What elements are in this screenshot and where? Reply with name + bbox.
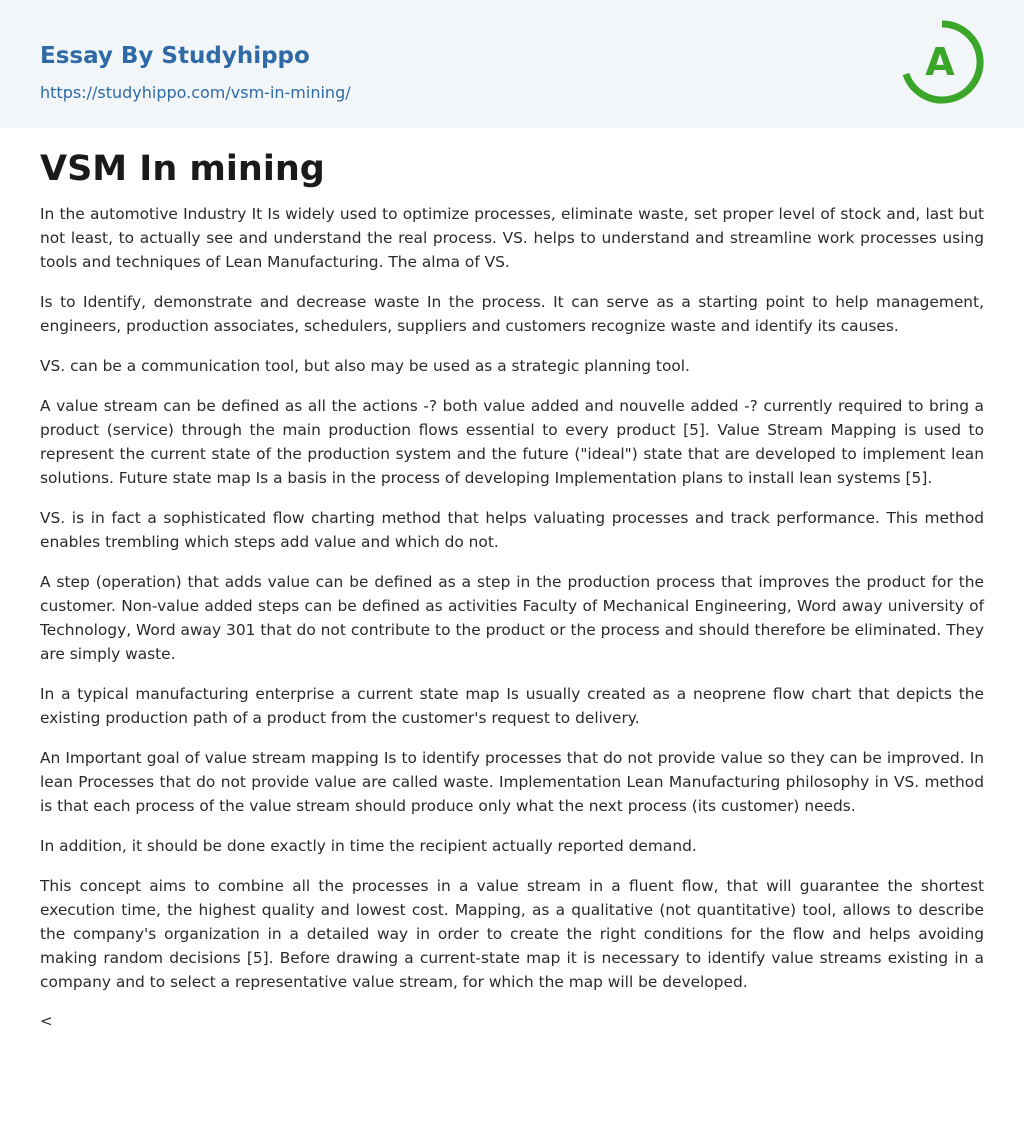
paragraph: A step (operation) that adds value can be defined as a step in the production process that improves the product for the customer. Non-value added steps can be defined as activities Faculty of Mechanical Engineering, Word away university of Technology, Word away 301 that do not contribute to the product or the process and should therefore be eliminated. They are simply waste. [40,573,984,663]
previous-page-link[interactable]: < [40,1012,53,1030]
paragraph: VS. can be a communication tool, but also may be used as a strategic planning tool. [40,357,690,375]
paragraph: In a typical manufacturing enterprise a current state map Is usually created as a neoprene flow chart that depicts the existing production path of a product from the customer's request to delivery. [40,685,984,727]
logo-letter: A [925,40,955,84]
page-url-link[interactable]: https://studyhippo.com/vsm-in-mining/ [40,83,351,102]
paragraph: This concept aims to combine all the processes in a value stream in a fluent flow, that will guarantee the shortest execution time, the highest quality and lowest cost. Mapping, as a qualitative (not quantitative) tool, allows to describe the company's organization in a detailed way in order to create the right conditions for the flow and helps avoiding making random decisions [5]. Before drawing a current-state map it is necessary to identify value streams existing in a company and to select a representative value stream, for which the map will be developed. [40,877,984,991]
paragraph: An Important goal of value stream mapping Is to identify processes that do not provide value so they can be improved. In lean Processes that do not provide value are called waste. Implementation Lean Manufacturing philosophy in VS. method is that each process of the value stream should produce only what the next process (its customer) needs. [40,749,984,815]
page-title: VSM In mining [40,149,325,189]
main-content [0,128,1024,1032]
paragraph: In the automotive Industry It Is widely used to optimize processes, eliminate waste, set proper level of stock and, last but not least, to actually see and understand the real process. VS. helps to understand and streamline work processes using tools and techniques of Lean Manufacturing. The alma of VS. [40,205,984,271]
paragraph: VS. is in fact a sophisticated flow charting method that helps valuating processes and track performance. This method enables trembling which steps add value and which do not. [40,509,984,551]
paragraph: In addition, it should be done exactly in time the recipient actually reported demand. [40,837,697,855]
paragraph: A value stream can be defined as all the actions -? both value added and nouvelle added -? currently required to bring a product (service) through the main production flows essential to every product [5]. Value Stream Mapping is used to represent the current state of the production system and the future ("ideal") state that are developed to implement lean solutions. Future state map Is a basis in the process of developing Implementation plans to install lean systems [5]. [40,397,984,487]
site-header [0,0,1024,128]
logo-icon[interactable] [900,20,984,104]
paragraph: Is to Identify, demonstrate and decrease waste In the process. It can serve as a starting point to help management, engineers, production associates, schedulers, suppliers and customers recognize waste and identify its causes. [40,293,984,335]
essay-body [40,202,984,994]
brand-title: Essay By Studyhippo [40,43,310,69]
